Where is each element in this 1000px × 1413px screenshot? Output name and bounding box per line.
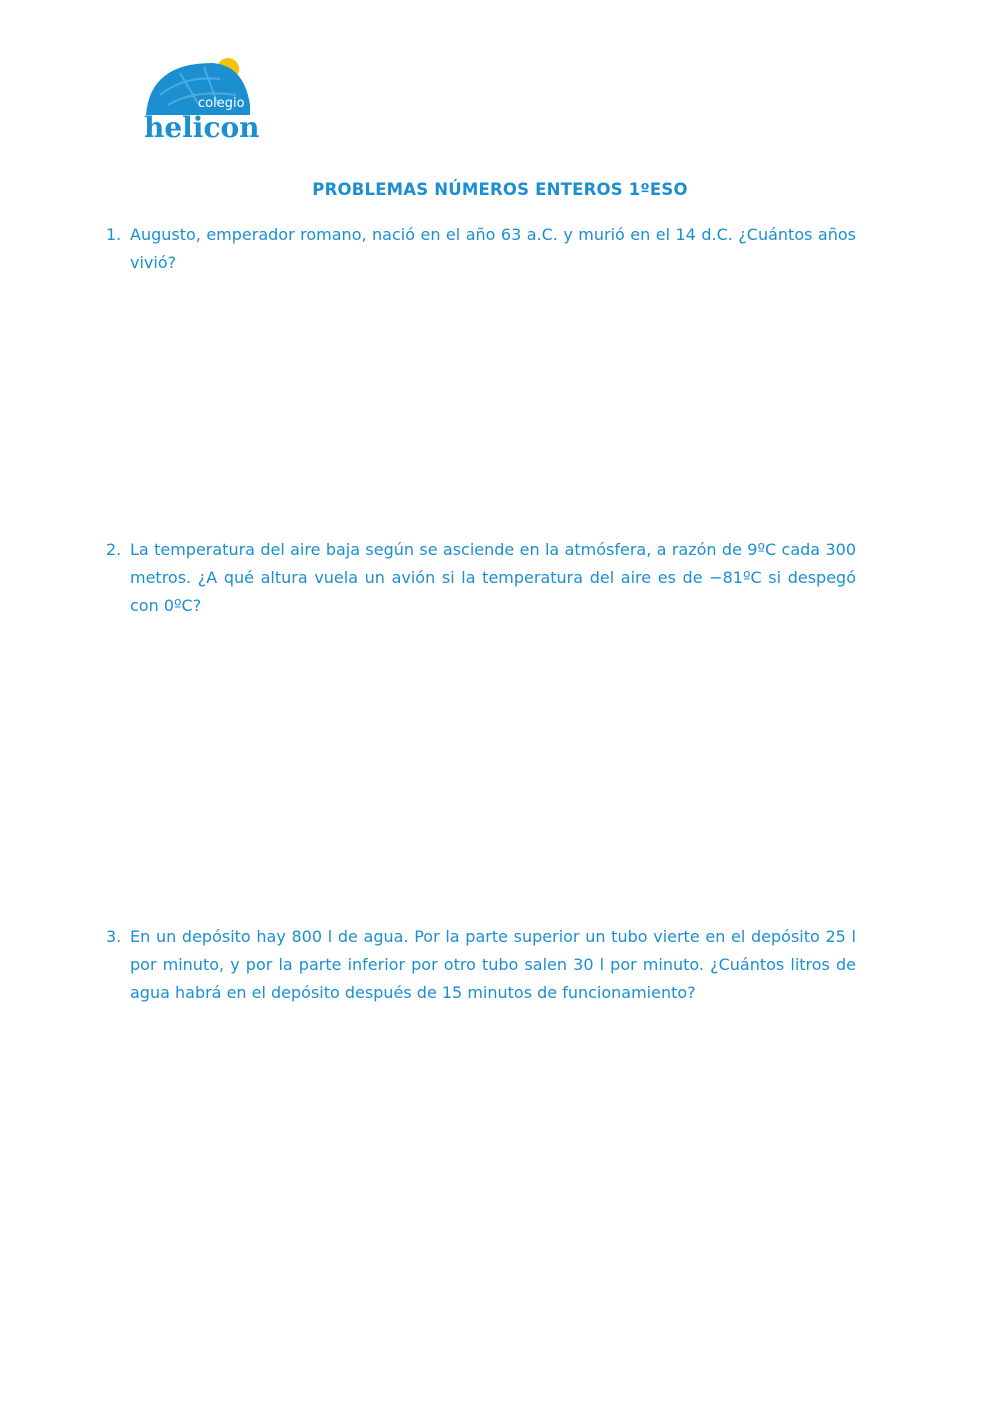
problem-number: 2.: [106, 540, 122, 559]
problem-text: En un depósito hay 800 l de agua. Por la parte superior un tubo vierte en el depósito 25 l por minuto, y por la parte inferior por otro tubo salen 30 l por minuto. ¿Cuántos litros de agua habrá en el depósito después de 15 minutos de funcionamiento?: [130, 927, 856, 1002]
problem-number: 3.: [106, 927, 122, 946]
problem-item: [106, 923, 856, 1007]
problem-text: Augusto, emperador romano, nació en el año 63 a.C. y murió en el 14 d.C. ¿Cuántos años vivió?: [130, 225, 856, 272]
page-title: PROBLEMAS NÚMEROS ENTEROS 1ºESO: [312, 180, 688, 199]
problem-number: 1.: [106, 225, 122, 244]
school-logo: [140, 55, 260, 145]
problem-item: [106, 221, 856, 277]
logo-small-text: colegio: [198, 96, 245, 111]
problem-item: [106, 536, 856, 620]
logo-main-text: helicon: [144, 111, 260, 144]
problem-text: La temperatura del aire baja según se asciende en la atmósfera, a razón de 9ºC cada 300 metros. ¿A qué altura vuela un avión si la temperatura del aire es de −81ºC si despegó con 0ºC?: [130, 540, 856, 615]
logo-graphic: [140, 55, 260, 145]
